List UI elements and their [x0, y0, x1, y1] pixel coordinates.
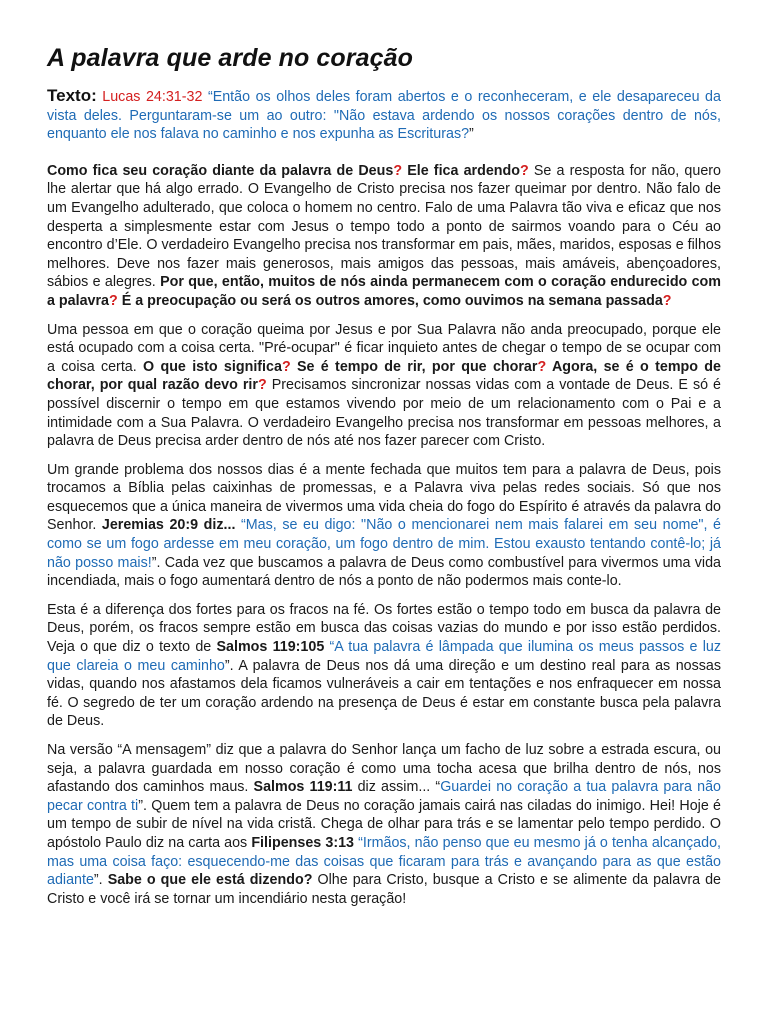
- p5-text-2: diz assim... “: [352, 779, 441, 796]
- p1-bold-1: Como fica seu coração diante da palavra de Deus: [47, 162, 394, 179]
- p3-text-2: ”. Cada vez que buscamos a palavra de Deus como combustível para vivermos uma vida incendiada, mais o fogo aumentará dentro de nós a ponto de não podermos mais conte-lo.: [47, 554, 721, 590]
- texto-label: Texto:: [47, 86, 97, 105]
- question-mark: ?: [281, 358, 291, 375]
- paragraph-1: [47, 162, 721, 311]
- texto-reference: Lucas 24:31-32: [102, 89, 203, 105]
- p2-bold-3: Agora, se é o tempo de chorar, por qual razão devo rir: [47, 358, 721, 394]
- p3-reference: Jeremias 20:9 diz...: [101, 517, 236, 534]
- p1-text-1: Se a resposta for não, quero lhe alertar que há algo errado. O Evangelho de Cristo precisa nos fazer queimar por dentro. Não falo de um Evangelho adulterado, que coloca o homem no centro. Falo de uma Palavra tão viva e eficaz que nos desperta a simplesmente estar com Jesus o tempo todo a ponto de sairmos voando para o Céu ao encontro d’Ele. O verdadeiro Evangelho precisa nos transformar em pais, mães, maridos, esposas e filhos melhores. Deve nos fazer mais generosos, mais amigos das pessoas, mais amáveis, abençoadores, sábios e alegres.: [47, 162, 721, 291]
- p4-text-2: ”. A palavra de Deus nos dá uma direção e um destino real para as nossas vidas, quando nos afastamos dela ficamos vulneráveis a cair em tentações e nos enfraquecer em nossa fé. O segredo de ter um coração ardendo na presença de Deus é estar em constante busca pela palavra de Deus.: [47, 657, 721, 730]
- p2-bold-1: O que isto significa: [143, 358, 282, 375]
- question-mark: ?: [257, 377, 267, 394]
- p4-reference: Salmos 119:105: [216, 639, 325, 656]
- question-mark: ?: [393, 162, 403, 179]
- p5-reference-1: Salmos 119:11: [253, 779, 353, 796]
- p5-text-4: ”.: [93, 872, 108, 889]
- p5-quote-2: “Irmãos, não penso que eu mesmo já o tenha alcançado, mas uma coisa faço: esquecendo-me das coisas que ficaram para trás e avançando para as que estão adiante: [47, 834, 721, 889]
- p5-quote-1: Guardei no coração a tua palavra para não pecar contra ti: [47, 779, 721, 814]
- paragraph-5: [47, 741, 721, 908]
- p5-text-3: ”. Quem tem a palavra de Deus no coração jamais cairá nas ciladas do inimigo. Hei! Hoje é um tempo de subir de nível na vida cristã. Chega de olhar para trás e se lamentar pelo tempo perdido. O apóstolo Paulo diz na carta aos: [47, 797, 722, 851]
- p3-quote: “Mas, se eu digo: "Não o mencionarei nem mais falarei em seu nome", é como se um fogo ardesse em meu coração, um fogo dentro de mim. Estou exausto tentando contê-lo; já não posso mais!: [47, 517, 721, 571]
- p5-reference-2: Filipenses 3:13: [251, 834, 354, 851]
- p5-bold-1: Sabe o que ele está dizendo?: [107, 872, 313, 889]
- page-title: A palavra que arde no coração: [47, 44, 413, 72]
- p1-bold-4: É a preocupação ou será os outros amores, como ouvimos na semana passada: [117, 292, 663, 309]
- p2-bold-2: Se é tempo de rir, por que chorar: [290, 358, 538, 375]
- question-mark: ?: [520, 162, 529, 179]
- paragraph-3: [47, 461, 721, 591]
- question-mark: ?: [662, 292, 672, 309]
- p1-bold-2: Ele fica ardendo: [402, 162, 520, 179]
- paragraph-4: [47, 601, 721, 731]
- question-mark: ?: [537, 358, 547, 375]
- p3-text-1: Um grande problema dos nossos dias é a mente fechada que muitos tem para a palavra de Deus, pois trocamos a Bíblia pelas caixinhas de promessas, e a Palavra viva pelas redes sociais. Só que nos esquecemos que a única maneira de vivermos uma vida cheia do fogo do Espírito é através da palavra do Senhor.: [47, 461, 721, 534]
- p4-quote: “A tua palavra é lâmpada que ilumina os meus passos e luz que clareia o meu caminho: [47, 639, 722, 674]
- texto-quote: “Então os olhos deles foram abertos e o reconheceram, e ele desapareceu da vista deles. Perguntaram-se um ao outro: "Não estava ardendo os nossos corações dentro de nós, enquanto ele nos falava no caminho e nos expunha as Escrituras?: [47, 89, 721, 143]
- texto-quote-close: ”: [469, 126, 474, 143]
- texto-paragraph: [47, 87, 721, 144]
- p2-text-2: Precisamos sincronizar nossas vidas com a vontade de Deus. E só é possível discernir o tempo em que estamos vivendo por meio de um relacionamento com o Pai e a intimidade com a Sua Palavra. O verdadeiro Evangelho precisa nos transformar em pessoas melhores, a palavra de Deus precisa arder dentro de nós até nos fazer parecer com Cristo.: [47, 377, 722, 450]
- p2-text-1: Uma pessoa em que o coração queima por Jesus e por Sua Palavra não anda preocupado, porque ele está ocupado com a coisa certa. "Pré-ocupar" é ficar inquieto antes de chegar o tempo de se ocupar com a coisa certa.: [47, 321, 721, 375]
- p5-text-5: Olhe para Cristo, busque a Cristo e se alimente da palavra de Cristo e você irá se tornar um incendiário nesta geração!: [47, 872, 721, 907]
- p1-bold-3: Por que, então, muitos de nós ainda permanecem com o coração endurecido com a palavra: [47, 274, 721, 309]
- p4-text-1: Esta é a diferença dos fortes para os fracos na fé. Os fortes estão o tempo todo em busca da palavra de Deus, porém, os fracos sempre estão em busca das coisas vazias do mundo e por isso estão perdidos. Veja o que diz o texto de: [47, 601, 721, 656]
- p5-text-1: Na versão “A mensagem” diz que a palavra do Senhor lança um facho de luz sobre a estrada escura, ou seja, a palavra guardada em nosso coração é como uma tocha acesa que brilha dentro de nós, nos afastando dos caminhos maus.: [47, 742, 721, 796]
- paragraph-2: [47, 321, 721, 451]
- question-mark: ?: [109, 292, 118, 309]
